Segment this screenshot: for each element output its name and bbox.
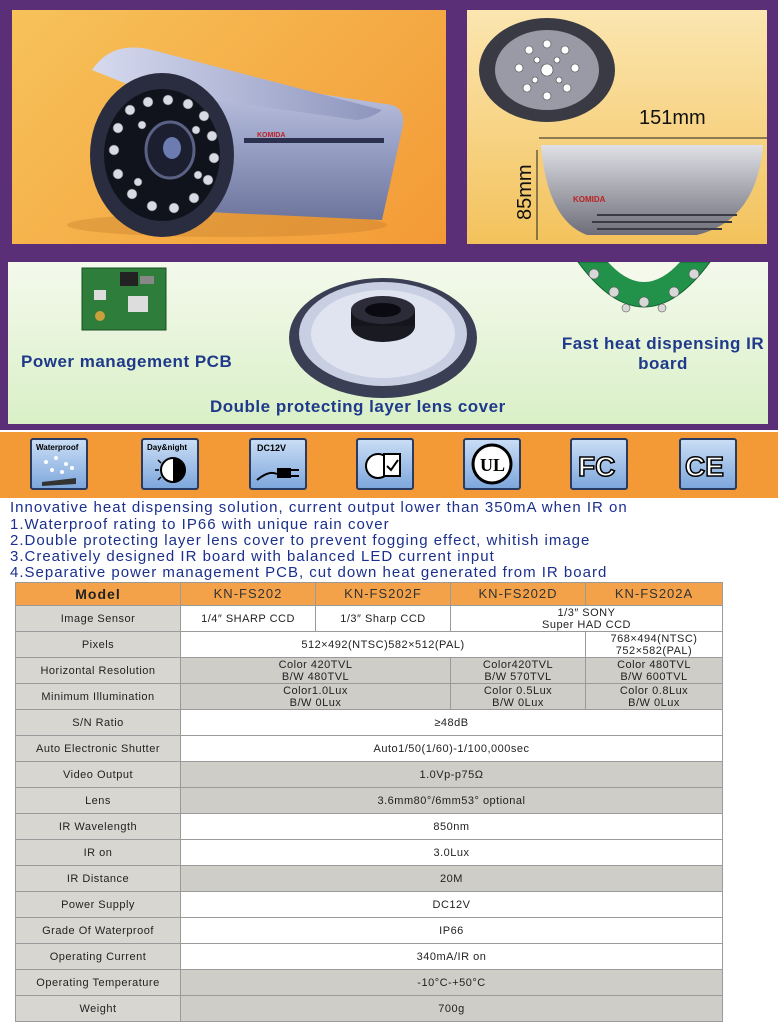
table-row [16, 970, 723, 996]
svg-text:Waterproof: Waterproof [36, 443, 79, 452]
row-label: Video Output [16, 762, 181, 788]
table-row [16, 762, 723, 788]
cell-value: Color 480TVL B/W 600TVL [586, 658, 723, 684]
table-row [16, 840, 723, 866]
row-label: Operating Current [16, 944, 181, 970]
row-label: IR Distance [16, 866, 181, 892]
table-row [16, 996, 723, 1022]
svg-text:CE: CE [685, 451, 724, 482]
ce-certification-icon [681, 440, 735, 488]
cell-value: Color 420TVL B/W 480TVL [181, 658, 451, 684]
day-night-badge [141, 438, 199, 490]
height-dimension-label: 85mm [514, 164, 536, 220]
svg-text:Day&night: Day&night [147, 443, 187, 452]
cell-value: 700g [181, 996, 723, 1022]
table-row [16, 814, 723, 840]
row-label: Horizontal Resolution [16, 658, 181, 684]
header-model: Model [16, 583, 181, 606]
header-kn-fs202d: KN-FS202D [451, 583, 586, 606]
cell-value: 20M [181, 866, 723, 892]
cell-value: -10°C-+50°C [181, 970, 723, 996]
svg-text:DC12V: DC12V [257, 443, 287, 453]
table-row [16, 944, 723, 970]
row-label: Image Sensor [16, 606, 181, 632]
power-plug-icon [251, 440, 305, 488]
quality-certificate-icon [358, 440, 412, 488]
feature-2: 2.Double protecting layer lens cover to prevent fogging effect, whitish image [10, 532, 591, 549]
waterproof-badge [30, 438, 88, 490]
feature-4: 4.Separative power management PCB, cut down heat generated from IR board [10, 564, 608, 581]
row-label: Power Supply [16, 892, 181, 918]
row-label: S/N Ratio [16, 710, 181, 736]
dimension-panel [467, 10, 767, 244]
feature-3: 3.Creatively designed IR board with balanced LED current input [10, 548, 495, 565]
header-kn-fs202f: KN-FS202F [316, 583, 451, 606]
brand-logo: KOMIDA [257, 132, 286, 139]
svg-text:UL: UL [480, 455, 506, 475]
fcc-badge [570, 438, 628, 490]
table-row [16, 788, 723, 814]
quality-badge [356, 438, 414, 490]
components-panel [8, 262, 768, 424]
feature-intro: Innovative heat dispensing solution, current output lower than 350mA when IR on [10, 499, 628, 516]
dc12v-badge [249, 438, 307, 490]
pcb-image [80, 262, 170, 336]
waterproof-icon [32, 440, 86, 488]
pcb-label: Power management PCB [21, 352, 233, 371]
cell-value: Color420TVL B/W 570TVL [451, 658, 586, 684]
cell-value: Auto1/50(1/60)-1/100,000sec [181, 736, 723, 762]
cell-value: 768×494(NTSC) 752×582(PAL) [586, 632, 723, 658]
brand-logo-dome: KOMIDA [573, 195, 606, 204]
ce-badge [679, 438, 737, 490]
table-row [16, 918, 723, 944]
table-row [16, 658, 723, 684]
table-row [16, 892, 723, 918]
lens-cover-image [283, 266, 483, 401]
table-row [16, 866, 723, 892]
cell-value: 3.0Lux [181, 840, 723, 866]
row-label: IR on [16, 840, 181, 866]
cell-value: DC12V [181, 892, 723, 918]
header-kn-fs202a: KN-FS202A [586, 583, 723, 606]
width-dimension-label: 151mm [639, 107, 706, 129]
camera-photo-panel [12, 10, 446, 244]
row-label: Pixels [16, 632, 181, 658]
cell-value: 850nm [181, 814, 723, 840]
feature-1: 1.Waterproof rating to IP66 with unique rain cover [10, 516, 390, 533]
fcc-certification-icon [572, 440, 626, 488]
row-label: Minimum Illumination [16, 684, 181, 710]
cell-value: 340mA/IR on [181, 944, 723, 970]
ir-board-image [574, 262, 714, 328]
cell-value: 3.6mm80°/6mm53° optional [181, 788, 723, 814]
cell-value: Color1.0Lux B/W 0Lux [181, 684, 451, 710]
day-night-icon [143, 440, 197, 488]
table-row [16, 606, 723, 632]
ir-board-label: Fast heat dispensing IR board [561, 334, 765, 373]
row-label: IR Wavelength [16, 814, 181, 840]
table-row [16, 684, 723, 710]
row-label: Operating Temperature [16, 970, 181, 996]
cell-value: 1/4″ SHARP CCD [181, 606, 316, 632]
table-row [16, 736, 723, 762]
header-kn-fs202: KN-FS202 [181, 583, 316, 606]
row-label: Auto Electronic Shutter [16, 736, 181, 762]
row-label: Grade Of Waterproof [16, 918, 181, 944]
ul-certification-icon [465, 440, 519, 488]
lens-cover-label: Double protecting layer lens cover [210, 397, 506, 416]
cell-value: Color 0.5Lux B/W 0Lux [451, 684, 586, 710]
cell-value: 1/3″ SONY Super HAD CCD [451, 606, 723, 632]
cell-value: ≥48dB [181, 710, 723, 736]
svg-text:FC: FC [578, 451, 616, 482]
row-label: Weight [16, 996, 181, 1022]
dimension-drawing [467, 10, 767, 244]
ul-badge [463, 438, 521, 490]
cell-value: 1.0Vp-p75Ω [181, 762, 723, 788]
cell-value: IP66 [181, 918, 723, 944]
bullet-camera-image [12, 10, 446, 244]
table-row [16, 632, 723, 658]
table-row [16, 710, 723, 736]
row-label: Lens [16, 788, 181, 814]
cell-value: Color 0.8Lux B/W 0Lux [586, 684, 723, 710]
table-header-row [16, 583, 723, 606]
cell-value: 1/3″ Sharp CCD [316, 606, 451, 632]
cell-value: 512×492(NTSC)582×512(PAL) [181, 632, 586, 658]
specifications-table [15, 582, 723, 1022]
